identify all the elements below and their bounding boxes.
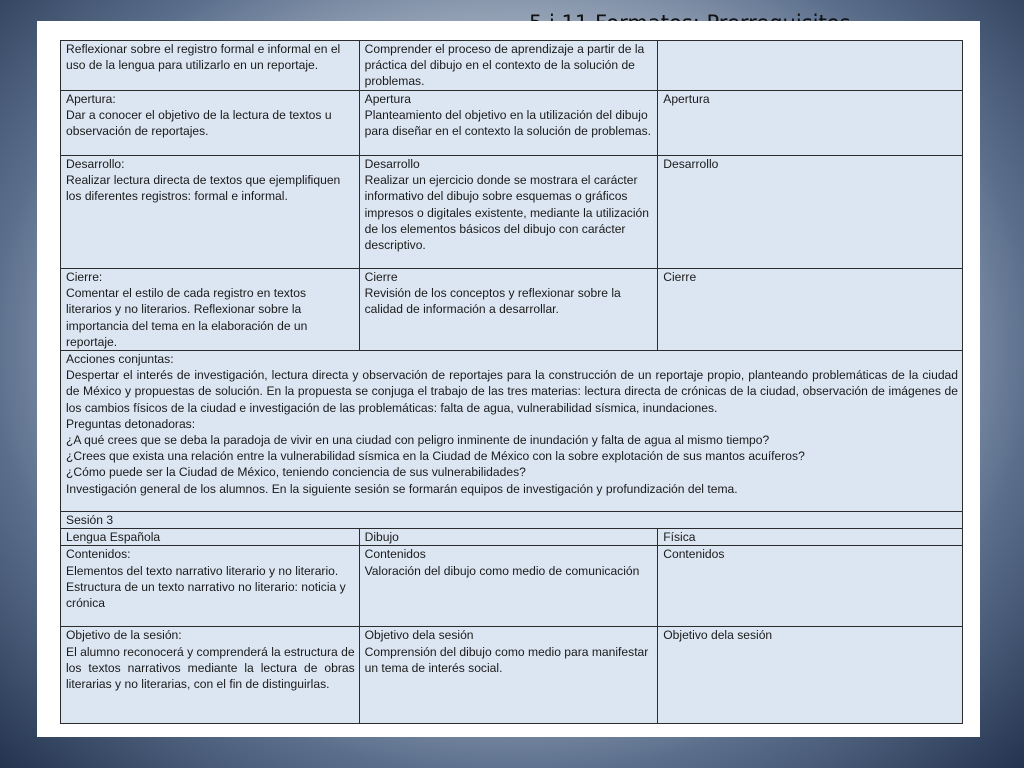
document-sheet <box>37 21 980 737</box>
cell-contenidos-dibujo <box>359 546 658 627</box>
pregunta-2: ¿Crees que exista una relación entre la vulnerabilidad sísmica en la Ciudad de México con la sobre explotación de sus mantos acuíferos? <box>66 449 805 464</box>
table-row-sesion <box>61 512 963 529</box>
pregunta-3: ¿Cómo puede ser la Ciudad de México, teniendo conciencia de sus vulnerabilidades? <box>66 465 526 480</box>
pregunta-1: ¿A qué crees que se deba la paradoja de vivir en una ciudad con peligro inminente de inundación y falta de agua al mismo tiempo? <box>66 433 770 448</box>
cell-objetivo-fisica <box>658 627 963 724</box>
cell-text: Dibujo <box>364 530 399 545</box>
cell-text: Desarrollo <box>663 157 719 171</box>
cell-text: Apertura: Dar a conocer el objetivo de la lectura de textos u observación de reportajes. <box>66 92 332 139</box>
cell-acciones-conjuntas <box>61 351 963 512</box>
table-row-contenidos <box>61 546 963 627</box>
cell-text: Comprender el proceso de aprendizaje a partir de la práctica del dibujo en el contexto de la solución de problemas. <box>364 42 645 89</box>
table-row-desarrollo <box>61 156 963 269</box>
cell-text: Contenidos: Elementos del texto narrativo literario y no literario. Estructura de un texto narrativo no literario: noticia y crónica <box>66 547 346 611</box>
cell-materia-fisica <box>658 529 963 546</box>
cell-text: Física <box>663 530 696 545</box>
objetivo-body: El alumno reconocerá y comprenderá la estructura de los textos narrativos mediante la lectura de obras literarias y no literarias, con el fin de distinguirlas. <box>66 644 355 692</box>
cell-text: Objetivo dela sesión <box>663 628 773 643</box>
cell-intro-lengua <box>61 41 360 91</box>
cell-text: Apertura Planteamiento del objetivo en la utilización del dibujo para diseñar en el contexto la solución de problemas. <box>364 92 652 139</box>
cell-text: Lengua Española <box>66 530 161 545</box>
cell-apertura-dibujo <box>359 91 658 156</box>
cell-text: Cierre Revisión de los conceptos y reflexionar sobre la calidad de información a desarrollar. <box>364 270 621 317</box>
cell-intro-dibujo <box>359 41 658 91</box>
cell-desarrollo-lengua <box>61 156 360 269</box>
cell-text: Reflexionar sobre el registro formal e informal en el uso de la lengua para utilizarlo en un reportaje. <box>66 42 341 73</box>
cell-cierre-lengua <box>61 269 360 351</box>
cell-desarrollo-dibujo <box>359 156 658 269</box>
table-row-objetivo <box>61 627 963 724</box>
cell-materia-lengua <box>61 529 360 546</box>
cell-text: Objetivo dela sesión Comprensión del dibujo como medio para manifestar un tema de interés social. <box>364 628 649 675</box>
cell-materia-dibujo <box>359 529 658 546</box>
acciones-closing: Investigación general de los alumnos. En la siguiente sesión se formarán equipos de investigación y profundización del tema. <box>66 481 738 496</box>
cell-text: Contenidos Valoración del dibujo como medio de comunicación <box>364 547 640 578</box>
preguntas-heading: Preguntas detonadoras: <box>66 416 196 431</box>
cell-apertura-lengua <box>61 91 360 156</box>
cell-apertura-fisica <box>658 91 963 156</box>
cell-text: Cierre: Comentar el estilo de cada registro en textos literarios y no literarios. Reflexionar sobre la importancia del tema en la elaboración de un reportaje. <box>66 270 308 349</box>
cell-objetivo-dibujo <box>359 627 658 724</box>
objetivo-heading: Objetivo de la sesión: <box>66 628 182 643</box>
cell-sesion <box>61 512 963 529</box>
cell-text: Desarrollo: Realizar lectura directa de textos que ejemplifiquen los diferentes registros: formal e informal. <box>66 157 341 204</box>
sesion-label: Sesión 3 <box>66 513 114 528</box>
cell-desarrollo-fisica <box>658 156 963 269</box>
acciones-body: Despertar el interés de investigación, lectura directa y observación de reportajes para la construcción de un reportaje propio, planteando problemáticas de la ciudad de México y propuestas de solución. En la propuesta se conjuga el trabajo de las tres materias: lectura directa de crónicas de la ciudad, observación de imágenes de los cambios físicos de la ciudad e investigación de las problemáticas: falta de agua, vulnerabilidad sísmica, inundaciones. <box>66 368 958 415</box>
cell-text: Cierre <box>663 270 697 284</box>
acciones-heading: Acciones conjuntas: <box>66 352 174 367</box>
cell-cierre-dibujo <box>359 269 658 351</box>
cell-text: Apertura <box>663 92 710 106</box>
lesson-plan-table <box>60 40 963 724</box>
table-row-intro <box>61 41 963 91</box>
cell-text: Contenidos <box>663 547 725 562</box>
cell-cierre-fisica <box>658 269 963 351</box>
cell-contenidos-fisica <box>658 546 963 627</box>
table-row-acciones-conjuntas <box>61 351 963 512</box>
cell-intro-fisica <box>658 41 963 91</box>
cell-text: Desarrollo Realizar un ejercicio donde se mostrara el carácter informativo del dibujo sobre esquemas o gráficos impresos o digitales existente, mediante la utilización de los elementos básicos del dibujo con carácter descriptivo. <box>364 157 649 253</box>
table-row-apertura <box>61 91 963 156</box>
table-row-cierre <box>61 269 963 351</box>
cell-contenidos-lengua <box>61 546 360 627</box>
cell-objetivo-lengua <box>61 627 360 724</box>
table-row-materias <box>61 529 963 546</box>
